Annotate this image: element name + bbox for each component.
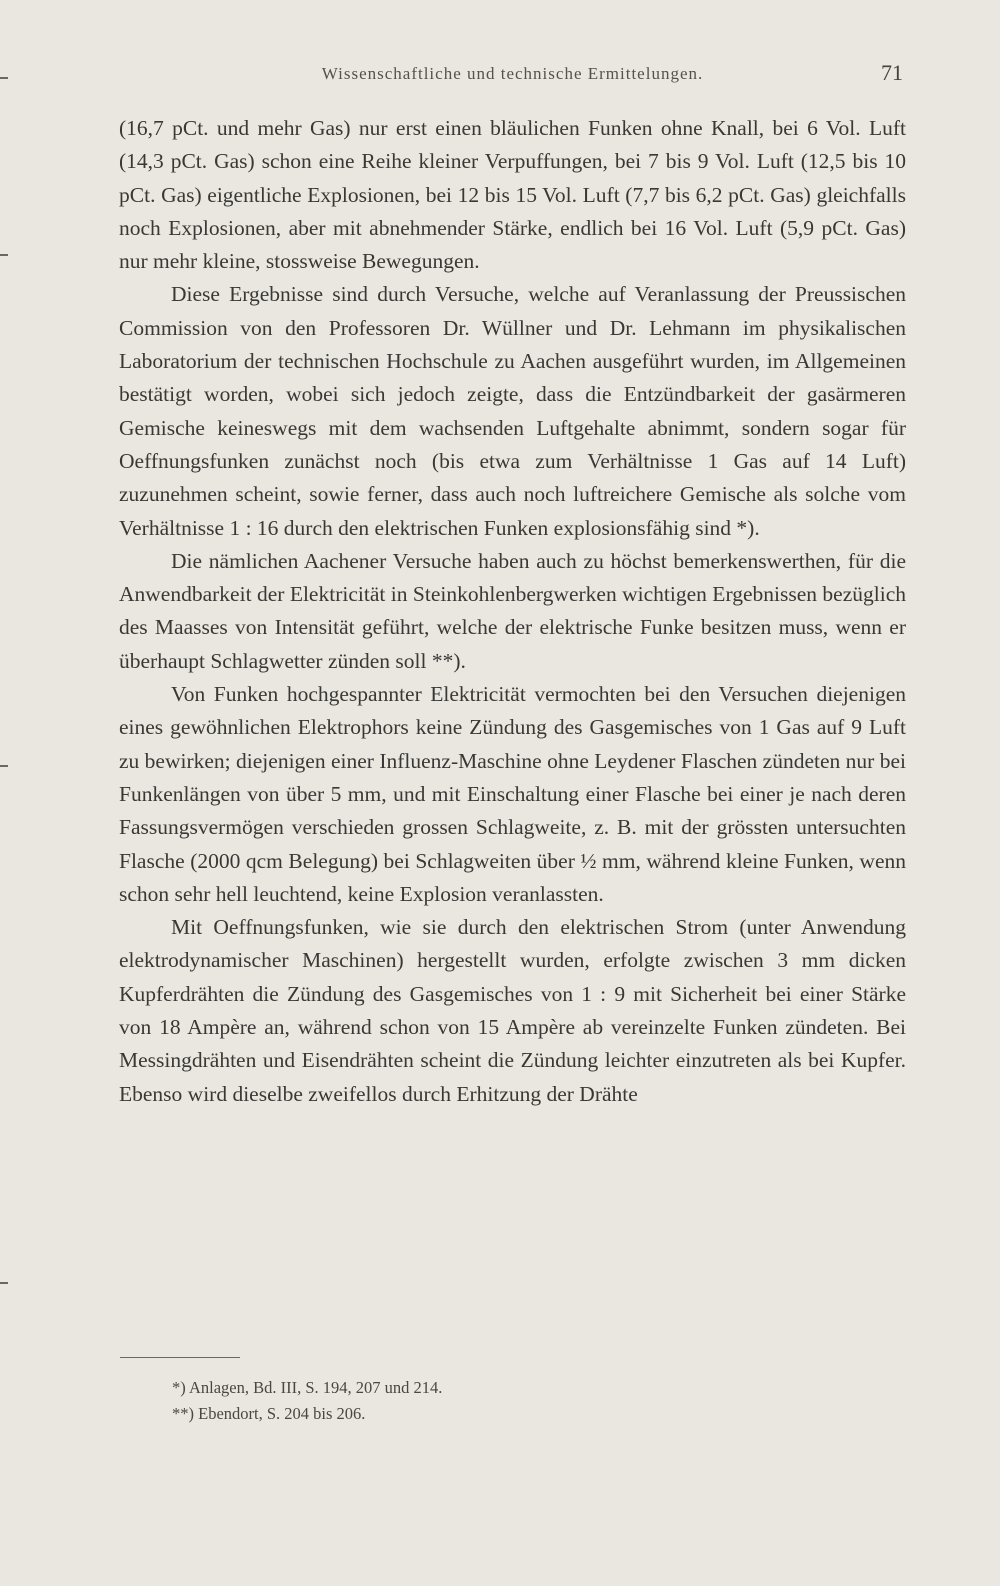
footnote-rule — [120, 1357, 240, 1358]
paragraph: Die nämlichen Aachener Versuche haben auch zu höchst bemerkenswerthen, für die Anwendbarkeit der Elektricität in Steinkohlenbergwerken wichtigen Ergebnissen bezüglich des Maasses von Intensität geführt, welche der elektrische Funke besitzen muss, wenn er überhaupt Schlagwetter zünden soll **). — [119, 548, 906, 673]
paragraph: Mit Oeffnungsfunken, wie sie durch den elektrischen Strom (unter Anwendung elektrodynamischer Maschinen) hergestellt wurden, erfolgte zwischen 3 mm dicken Kupferdrähten die Zündung des Gasgemisches von 1 : 9 mit Sicherheit bei einer Stärke von 18 Ampère an, während schon von 15 Ampère ab vereinzelte Funken zündeten. Bei Messingdrähten und Eisendrähten scheint die Zündung leichter einzutreten als bei Kupfer. Ebenso wird dieselbe zweifellos durch Erhitzung der Drähte — [119, 915, 906, 1106]
body-text — [119, 112, 906, 1111]
footnote: **) Ebendort, S. 204 bis 206. — [172, 1404, 366, 1423]
running-title: Wissenschaftliche und technische Ermittelungen. — [321, 64, 704, 83]
footnotes — [172, 1375, 872, 1427]
paragraph: Diese Ergebnisse sind durch Versuche, welche auf Veranlassung der Preussischen Commission von den Professoren Dr. Wüllner und Dr. Lehmann im physikalischen Laboratorium der technischen Hochschule zu Aachen ausgeführt wurden, im Allgemeinen bestätigt worden, wobei sich jedoch zeigte, dass die Entzündbarkeit der gasärmeren Gemische keineswegs mit dem wachsenden Luftgehalte abnimmt, sondern sogar für Oeffnungsfunken zunächst noch (bis etwa zum Verhältnisse 1 Gas auf 14 Luft) zuzunehmen scheint, sowie ferner, dass auch noch luftreichere Gemische als solche vom Verhältnisse 1 : 16 durch den elektrischen Funken explosionsfähig sind *). — [119, 282, 906, 540]
margin-mark — [0, 254, 8, 256]
margin-mark — [0, 1282, 8, 1284]
margin-mark — [0, 77, 8, 79]
footnote: *) Anlagen, Bd. III, S. 194, 207 und 214. — [172, 1378, 443, 1397]
paragraph: Von Funken hochgespannter Elektricität vermochten bei den Versuchen diejenigen eines gewöhnlichen Elektrophors keine Zündung des Gasgemisches von 1 Gas auf 9 Luft zu bewirken; diejenigen einer Influenz-Maschine ohne Leydener Flaschen zündeten nur bei Funkenlängen von über 5 mm, und mit Einschaltung einer Flasche bei einer je nach deren Fassungsvermögen verschieden grossen Schlagweite, z. B. mit der grössten untersuchten Flasche (2000 qcm Belegung) bei Schlagweiten über ½ mm, während kleine Funken, wenn schon sehr hell leuchtend, keine Explosion veranlassten. — [119, 682, 906, 906]
margin-mark — [0, 765, 8, 767]
paragraph-continued: (16,7 pCt. und mehr Gas) nur erst einen bläulichen Funken ohne Knall, bei 6 Vol. Luft (14,3 pCt. Gas) schon eine Reihe kleiner Verpuffungen, bei 7 bis 9 Vol. Luft (12,5 bis 10 pCt. Gas) eigentliche Explosionen, bei 12 bis 15 Vol. Luft (7,7 bis 6,2 pCt. Gas) gleichfalls noch Explosionen, aber mit abnehmender Stärke, endlich bei 16 Vol. Luft (5,9 pCt. Gas) nur mehr kleine, stossweise Bewegungen. — [119, 116, 906, 274]
running-head — [120, 60, 905, 90]
page-number: 71 — [881, 60, 903, 85]
